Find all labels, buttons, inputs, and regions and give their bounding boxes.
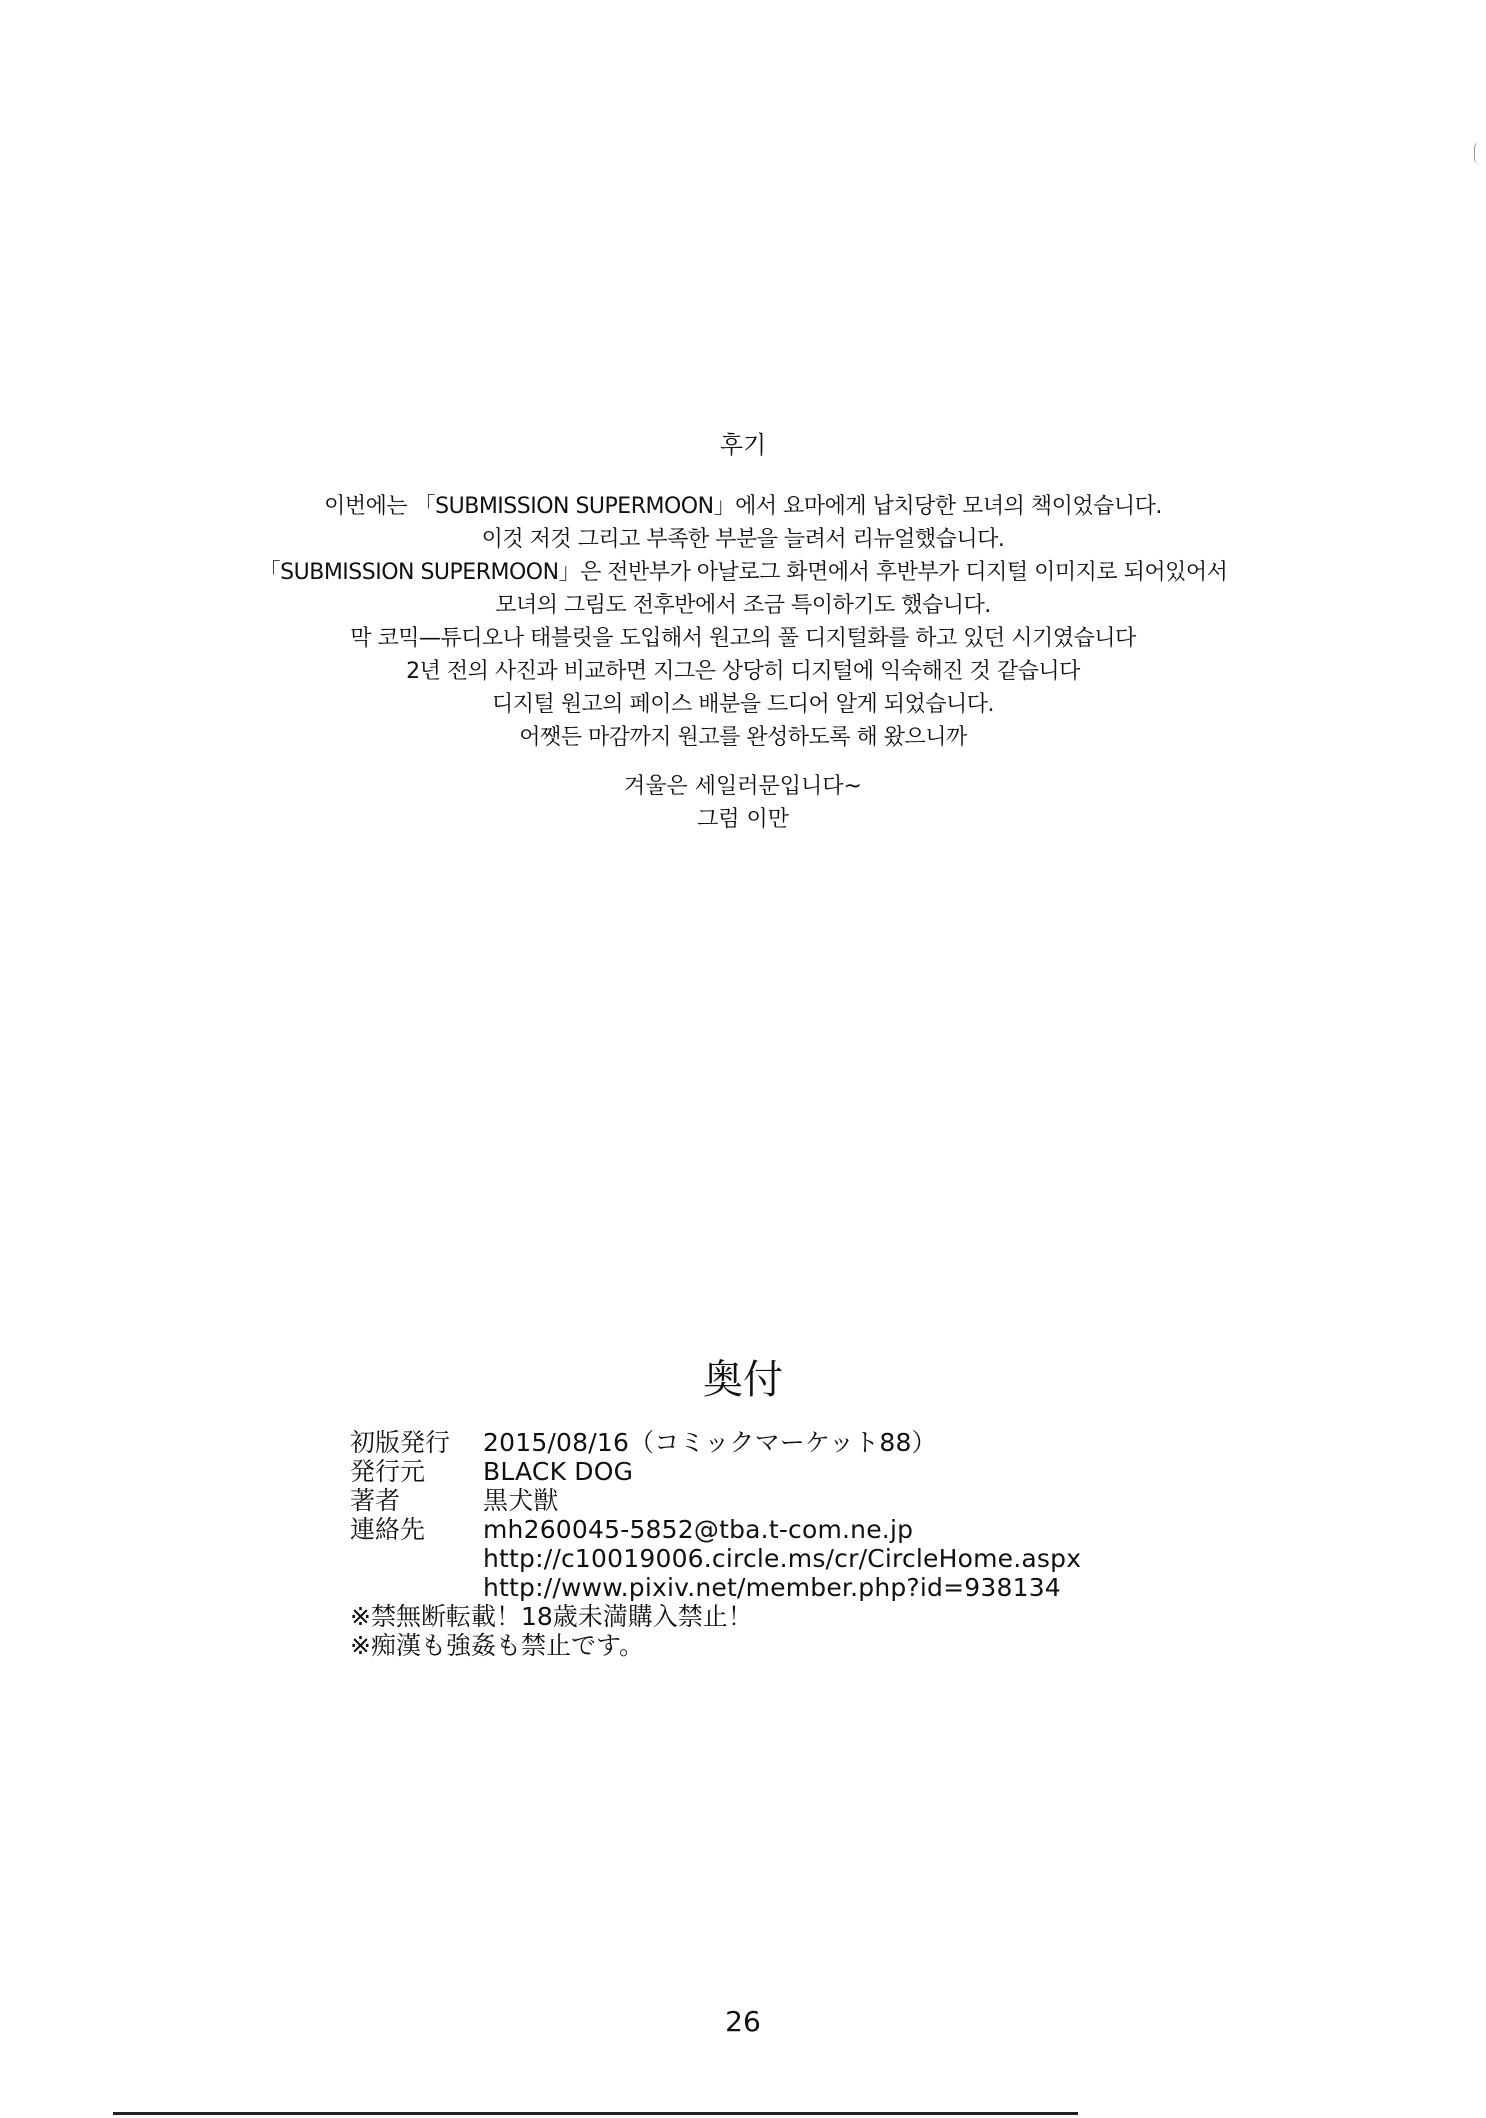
colophon-row-first-edition — [350, 1428, 1081, 1457]
afterword-line: 어쨋든 마감까지 원고를 완성하도록 해 왔으니까 — [519, 725, 967, 750]
colophon-value: BLACK DOG — [483, 1457, 634, 1486]
colophon-note: ※痴漢も強姦も禁止です。 — [350, 1631, 644, 1660]
page-number: 26 — [725, 2005, 761, 2038]
colophon-label — [350, 1573, 483, 1602]
colophon-label: 連絡先 — [350, 1515, 426, 1544]
afterword-line: 「SUBMISSION SUPERMOON」은 전반부가 아날로그 화면에서 후반부가 디지털 이미지로 되어있어서 — [258, 560, 1228, 585]
colophon-block — [350, 1428, 1081, 1660]
afterword-closing — [0, 770, 1486, 836]
closing-line: 겨울은 세일러문입니다~ — [624, 774, 862, 799]
afterword-title: 후기 — [719, 431, 767, 459]
contact-email: mh260045-5852@tba.t-com.ne.jp — [483, 1515, 914, 1544]
afterword-line: 모녀의 그림도 전후반에서 조금 특이하기도 했습니다. — [495, 593, 991, 618]
colophon-row-contact — [350, 1515, 1081, 1544]
colophon-label — [350, 1544, 483, 1573]
colophon-label: 著者 — [350, 1486, 401, 1515]
pixiv-url: http://www.pixiv.net/member.php?id=938134 — [483, 1573, 1061, 1602]
scan-edge-mark — [1474, 142, 1481, 164]
afterword-line: 막 코믹—튜디오나 태블릿을 도입해서 원고의 풀 디지털화를 하고 있던 시기였습니다 — [350, 626, 1136, 651]
colophon-value: 黒犬獣 — [483, 1486, 559, 1515]
afterword-body — [0, 490, 1486, 754]
colophon-row-circle-url — [350, 1544, 1081, 1573]
afterword-line: 2년 전의 사진과 비교하면 지그은 상당히 디지털에 익숙해진 것 같습니다 — [406, 659, 1080, 684]
colophon-label: 初版発行 — [350, 1428, 451, 1457]
colophon-label: 発行元 — [350, 1457, 426, 1486]
afterword-line: 이것 저것 그리고 부족한 부분을 늘려서 리뉴얼했습니다. — [481, 527, 1005, 552]
colophon-row-publisher — [350, 1457, 1081, 1486]
colophon-row-author — [350, 1486, 1081, 1515]
circle-url: http://c10019006.circle.ms/cr/CircleHome.aspx — [483, 1544, 1082, 1573]
afterword-line: 디지털 원고의 페이스 배분을 드디어 알게 되었습니다. — [492, 692, 994, 717]
afterword-line: 이번에는 「SUBMISSION SUPERMOON」에서 요마에게 납치당한 모녀의 책이었습니다. — [324, 494, 1162, 519]
bottom-rule — [113, 2112, 1078, 2115]
colophon-title: 奥付 — [703, 1357, 783, 1403]
colophon-note: ※禁無断転載！18歳未満購入禁止！ — [350, 1602, 753, 1631]
colophon-row-pixiv-url — [350, 1573, 1081, 1602]
closing-line: 그럼 이만 — [696, 807, 789, 832]
colophon-value: 2015/08/16（コミックマーケット88） — [483, 1428, 937, 1457]
